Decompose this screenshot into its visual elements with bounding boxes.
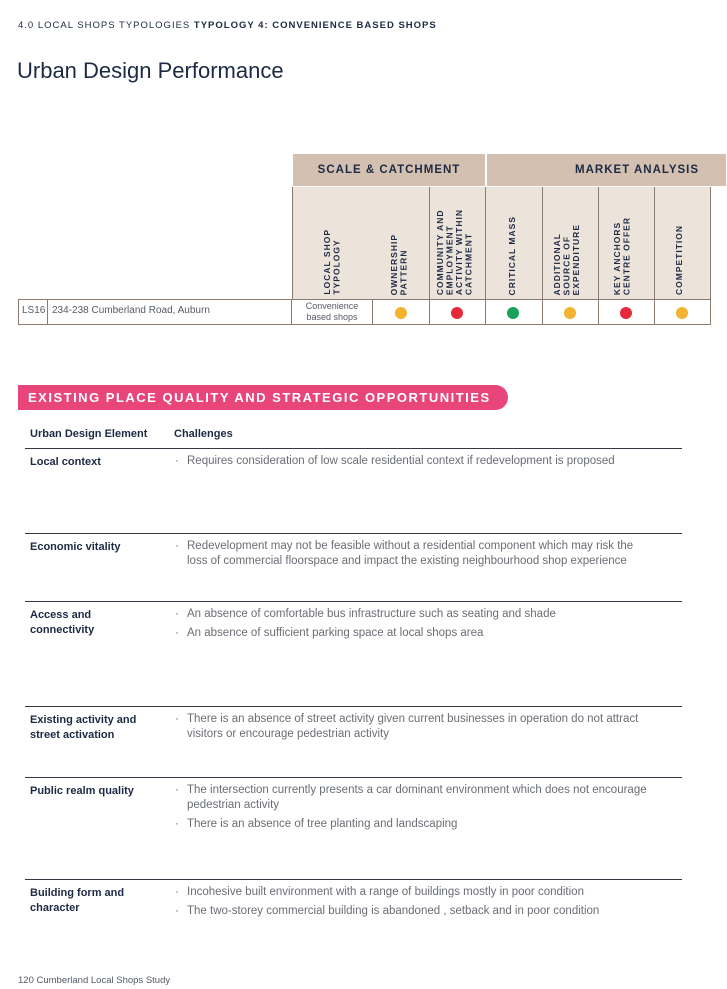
challenge-list — [173, 885, 653, 923]
column-label: CRITICAL MASS — [507, 215, 517, 295]
running-header — [18, 20, 437, 31]
page-number: 120 — [18, 975, 34, 986]
rating-dot-expenditure — [564, 307, 576, 319]
document-title: Cumberland Local Shops Study — [36, 975, 171, 986]
column-header-ownership — [373, 187, 430, 299]
section-banner: EXISTING PLACE QUALITY AND STRATEGIC OPPORTUNITIES — [18, 385, 508, 410]
metrics-table — [0, 154, 700, 330]
column-header-expenditure — [543, 187, 599, 299]
urban-design-element: Economic vitality — [30, 541, 121, 553]
challenge-item: · Requires consideration of low scale residential context if redevelopment is proposed — [173, 454, 653, 469]
challenge-list — [173, 607, 653, 645]
challenge-item: · An absence of sufficient parking space at local shops area — [173, 626, 653, 641]
challenge-item: · An absence of comfortable bus infrastructure such as seating and shade — [173, 607, 653, 622]
column-header-key-anchors — [599, 187, 655, 299]
column-header-typology — [292, 187, 374, 299]
column-label: COMPETITION — [674, 224, 684, 295]
header-typology: TYPOLOGY 4: CONVENIENCE BASED SHOPS — [193, 20, 437, 31]
column-title-challenges: Challenges — [174, 428, 233, 440]
challenge-list — [173, 539, 653, 573]
rating-dot-critical-mass — [507, 307, 519, 319]
challenge-item: · The two-storey commercial building is abandoned , setback and in poor condition — [173, 904, 653, 919]
urban-design-element: Public realm quality — [30, 785, 134, 797]
rating-dot-competition — [676, 307, 688, 319]
group-scale-catchment: SCALE & CATCHMENT — [293, 154, 486, 186]
challenge-item: · The intersection currently presents a car dominant environment which does not encourage pedestrian activity — [173, 783, 653, 813]
row-address: 234-238 Cumberland Road, Auburn — [52, 305, 210, 316]
urban-design-element: Access and connectivity — [30, 609, 95, 636]
table-row — [18, 299, 682, 325]
column-label: KEY ANCHORS CENTRE OFFER — [612, 216, 632, 295]
column-label: COMMUNITY AND EMPLOYMENT ACTIVITY WITHIN CATCHMENT — [435, 208, 474, 295]
column-header-competition — [655, 187, 711, 299]
challenge-list — [173, 454, 653, 473]
column-label: LOCAL SHOP TYPOLOGY — [322, 229, 342, 295]
challenge-list — [173, 783, 653, 836]
rating-dot-key-anchors — [620, 307, 632, 319]
urban-design-element: Local context — [30, 456, 101, 468]
urban-design-element: Building form and character — [30, 887, 125, 914]
column-header-community — [430, 187, 486, 299]
page-title: Urban Design Performance — [17, 58, 284, 83]
challenge-item: · Incohesive built environment with a range of buildings mostly in poor condition — [173, 885, 653, 900]
row-typology: Convenience based shops — [305, 301, 359, 322]
column-label: OWNERSHIP PATTERN — [389, 233, 409, 295]
column-title-element: Urban Design Element — [30, 428, 148, 440]
row-id: LS16 — [22, 305, 46, 316]
table-row — [25, 533, 682, 567]
page-footer — [18, 975, 170, 986]
table-row — [25, 879, 682, 917]
group-market-analysis: MARKET ANALYSIS — [487, 154, 727, 186]
rating-dot-ownership — [395, 307, 407, 319]
header-section: 4.0 LOCAL SHOPS TYPOLOGIES — [18, 20, 191, 31]
table-row — [25, 448, 682, 468]
table-row — [25, 777, 682, 830]
challenge-item: · Redevelopment may not be feasible without a residential component which may risk the loss of commercial floorspace and impact the existing neighbourhood shop experience — [173, 539, 653, 569]
challenge-item: · There is an absence of street activity given current businesses in operation do not attract visitors or encourage pedestrian activity — [173, 712, 653, 742]
table-row — [25, 706, 682, 741]
rating-dot-community — [451, 307, 463, 319]
challenge-item: · There is an absence of tree planting and landscaping — [173, 817, 653, 832]
column-header-critical-mass — [486, 187, 543, 299]
column-label: ADDITIONAL SOURCE OF EXPENDITURE — [552, 223, 581, 295]
urban-design-element: Existing activity and street activation — [30, 714, 137, 741]
table-row — [25, 601, 682, 639]
challenge-list — [173, 712, 653, 746]
